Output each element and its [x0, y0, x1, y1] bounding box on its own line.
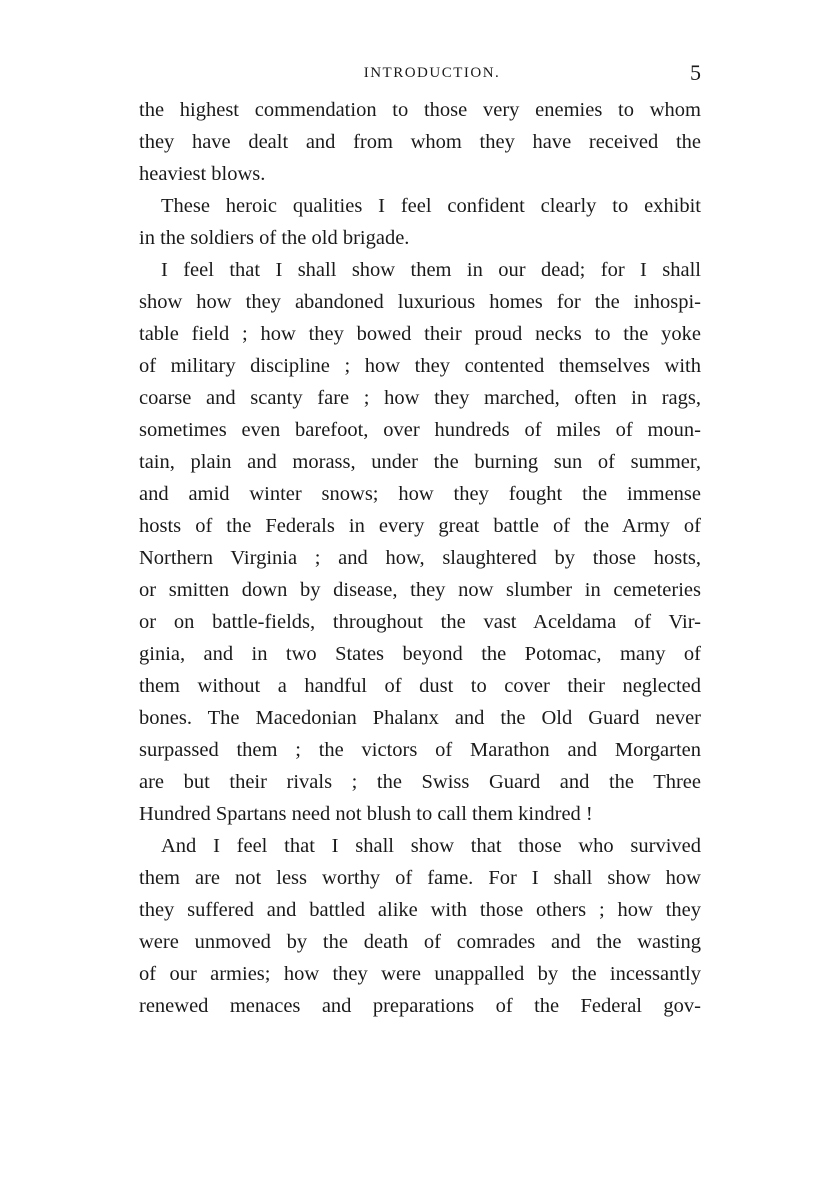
- text-line: they have dealt and from whom they have received the: [139, 131, 701, 153]
- text-line: of military discipline ; how they contented themselves with: [139, 355, 701, 377]
- text-line: Northern Virginia ; and how, slaughtered by those hosts,: [139, 547, 701, 569]
- book-page: [139, 58, 701, 1022]
- text-line: tain, plain and morass, under the burning sun of summer,: [139, 451, 701, 473]
- text-line: in the soldiers of the old brigade.: [139, 227, 410, 249]
- running-header: [139, 58, 701, 94]
- text-line: ginia, and in two States beyond the Potomac, many of: [139, 643, 701, 665]
- text-line: them are not less worthy of fame. For I shall show how: [139, 867, 701, 889]
- text-line: of our armies; how they were unappalled by the incessantly: [139, 963, 701, 985]
- body-text: [139, 94, 701, 1022]
- text-line: These heroic qualities I feel confident clearly to exhibit: [161, 195, 701, 217]
- text-line: or smitten down by disease, they now slumber in cemeteries: [139, 579, 701, 601]
- text-line: the highest commendation to those very enemies to whom: [139, 99, 701, 121]
- text-line: and amid winter snows; how they fought the immense: [139, 483, 701, 505]
- paragraph: [139, 830, 701, 1022]
- text-line: hosts of the Federals in every great battle of the Army of: [139, 515, 701, 537]
- text-line: or on battle-fields, throughout the vast Aceldama of Vir-: [139, 611, 701, 633]
- text-line: sometimes even barefoot, over hundreds of miles of moun-: [139, 419, 701, 441]
- page-number: 5: [690, 60, 701, 85]
- running-title: INTRODUCTION.: [363, 65, 501, 81]
- text-line: surpassed them ; the victors of Marathon and Morgarten: [139, 739, 701, 761]
- text-line: heaviest blows.: [139, 163, 266, 185]
- text-line: were unmoved by the death of comrades and the wasting: [139, 931, 701, 953]
- text-line: renewed menaces and preparations of the Federal gov-: [139, 995, 701, 1017]
- paragraph: [139, 94, 701, 190]
- text-line: bones. The Macedonian Phalanx and the Old Guard never: [139, 707, 701, 729]
- paragraph: [139, 190, 701, 254]
- text-line: coarse and scanty fare ; how they marched, often in rags,: [139, 387, 701, 409]
- text-line: Hundred Spartans need not blush to call them kindred !: [139, 803, 593, 825]
- text-line: I feel that I shall show them in our dead; for I shall: [161, 259, 701, 281]
- paragraph: [139, 254, 701, 830]
- text-line: show how they abandoned luxurious homes for the inhospi-: [139, 291, 701, 313]
- text-line: table field ; how they bowed their proud necks to the yoke: [139, 323, 701, 345]
- text-line: are but their rivals ; the Swiss Guard and the Three: [139, 771, 701, 793]
- text-line: they suffered and battled alike with those others ; how they: [139, 899, 701, 921]
- text-line: them without a handful of dust to cover their neglected: [139, 675, 701, 697]
- text-line: And I feel that I shall show that those who survived: [161, 835, 701, 857]
